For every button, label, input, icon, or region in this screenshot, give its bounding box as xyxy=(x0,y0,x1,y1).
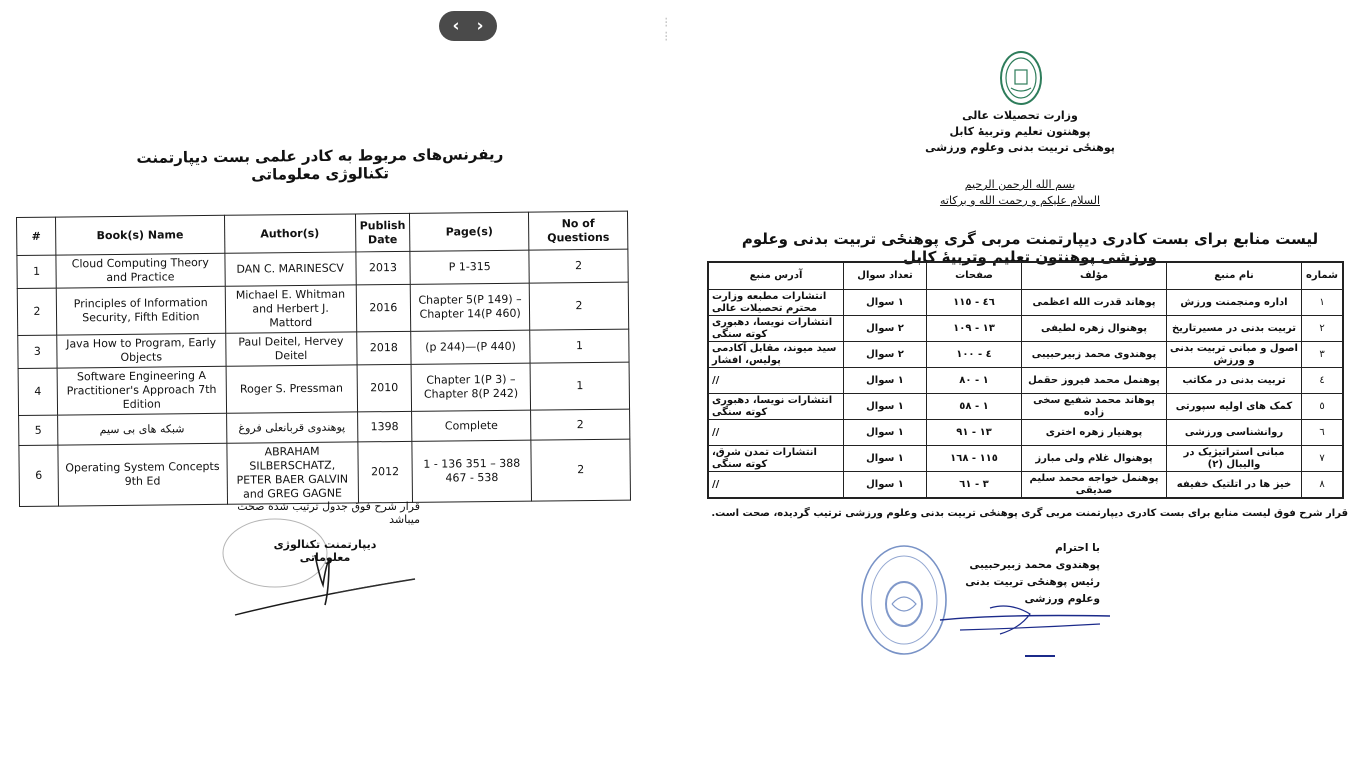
reference-row xyxy=(17,282,628,335)
ministry-line-2: پوهنتون تعلیم وتربیهٔ کابل xyxy=(949,125,1091,138)
page-edge-mark: ⁝ ⁝ xyxy=(664,15,669,45)
right-signature xyxy=(930,590,1120,670)
src-cell-num: ٥ xyxy=(1302,394,1344,420)
src-header-address: آدرس منبع xyxy=(708,262,844,290)
ref-cell-num: 1 xyxy=(17,255,56,288)
src-cell-num: ١ xyxy=(1302,290,1344,316)
salam: السلام علیکم و رحمت الله و برکاته xyxy=(939,194,1100,207)
src-cell-name: تربیت بدنی در مکاتب xyxy=(1167,368,1302,394)
ministry-line-3: پوهنځی تربیت بدنی وعلوم ورزشی xyxy=(925,141,1115,154)
sources-table xyxy=(707,261,1344,499)
ref-cell-pages: Chapter 1(P 3) – Chapter 8(P 242) xyxy=(411,363,530,411)
ref-cell-book: Cloud Computing Theory and Practice xyxy=(56,253,225,288)
src-cell-author: پوهنمل محمد فیروز حقمل xyxy=(1022,368,1167,394)
src-cell-address: // xyxy=(708,420,844,446)
ref-cell-pages: Complete xyxy=(412,410,531,441)
ref-cell-num: 2 xyxy=(17,288,56,335)
ref-cell-date: 2016 xyxy=(356,284,411,332)
reference-row xyxy=(19,439,631,506)
header-author: Author(s) xyxy=(224,214,355,253)
ref-cell-date: 2012 xyxy=(357,441,412,503)
university-emblem-icon xyxy=(998,50,1044,106)
bismillah: بسم الله الرحمن الرحیم xyxy=(964,178,1076,191)
ref-cell-author: DAN C. MARINESCV xyxy=(225,252,356,286)
ref-cell-author: Michael E. Whitman and Herbert J. Mattord xyxy=(225,285,356,333)
ref-cell-book: Operating System Concepts 9th Ed xyxy=(58,443,227,506)
src-cell-address: انتشارات مطبعه وزارت محترم تحصیلات عالی xyxy=(708,290,844,316)
right-note: قرار شرح فوق لیست منابع برای بست کادری دیپارتمنت مربی گری پوهنځی تربیت بدنی وعلوم ورزشی ترتیب گردیده، صحت است. xyxy=(711,508,1348,519)
ref-cell-num: 3 xyxy=(18,335,57,368)
ref-cell-pages: P 1-315 xyxy=(410,250,529,284)
src-header-num: شماره xyxy=(1302,262,1344,290)
reference-row xyxy=(18,362,629,415)
source-row xyxy=(708,472,1343,499)
src-cell-name: اداره ومنجمنت ورزش xyxy=(1167,290,1302,316)
ref-cell-questions: 1 xyxy=(530,362,629,410)
source-row xyxy=(708,446,1343,472)
page-navigation xyxy=(439,11,497,41)
src-cell-author: پوهنوال زهره لطیفی xyxy=(1022,316,1167,342)
src-cell-author: پوهنیار زهره اختری xyxy=(1022,420,1167,446)
src-cell-count: ٢ سوال xyxy=(844,316,927,342)
ministry-header xyxy=(920,108,1120,156)
src-header-count: تعداد سوال xyxy=(844,262,927,290)
ref-cell-date: 2013 xyxy=(355,251,410,285)
src-cell-name: تربیت بدنی در مسیرتاریخ xyxy=(1167,316,1302,342)
src-cell-pages: ١٣ - ١٠٩ xyxy=(927,316,1022,342)
ref-cell-num: 6 xyxy=(19,445,59,506)
header-num: # xyxy=(17,217,56,255)
ref-cell-pages: (p 244)—(P 440) xyxy=(411,330,530,364)
ref-cell-pages: Chapter 5(P 149) – Chapter 14(P 460) xyxy=(410,283,529,331)
src-cell-pages: ٤ - ١٠٠ xyxy=(927,342,1022,368)
left-page-title: ریفرنس‌های مربوط به کادر علمی بست دیپارتمنت تکنالوژی معلوماتی xyxy=(136,145,504,184)
header-pages: Page(s) xyxy=(410,212,529,251)
ref-cell-author: ABRAHAM SILBERSCHATZ, PETER BAER GALVIN and GREG GAGNE xyxy=(227,442,359,504)
reference-table xyxy=(16,211,631,507)
src-cell-address: انتشارات نویسا، دهبوری کوته سنگی xyxy=(708,394,844,420)
src-cell-author: پوهاند قدرت الله اعظمی xyxy=(1022,290,1167,316)
src-cell-count: ١ سوال xyxy=(844,446,927,472)
src-cell-count: ١ سوال xyxy=(844,290,927,316)
source-row xyxy=(708,290,1343,316)
ref-cell-author: Roger S. Pressman xyxy=(226,365,357,413)
left-department: دیپارتمنت تکنالوژی معلوماتی xyxy=(273,538,377,564)
src-cell-num: ٢ xyxy=(1302,316,1344,342)
source-row xyxy=(708,342,1343,368)
src-cell-num: ٧ xyxy=(1302,446,1344,472)
src-header-pages: صفحات xyxy=(927,262,1022,290)
src-cell-count: ١ سوال xyxy=(844,420,927,446)
next-page-button[interactable]: › xyxy=(476,15,484,36)
src-cell-author: پوهاند محمد شفیع سخی زاده xyxy=(1022,394,1167,420)
src-cell-num: ٣ xyxy=(1302,342,1344,368)
ministry-line-1: وزارت تحصیلات عالی xyxy=(962,109,1078,122)
src-cell-name: روانشناسی ورزشی xyxy=(1167,420,1302,446)
source-row xyxy=(708,316,1343,342)
sources-table-header xyxy=(708,262,1343,290)
left-signature-line2 xyxy=(335,579,415,593)
src-cell-name: مبانی استراتیژیک در والیبال (٢) xyxy=(1167,446,1302,472)
src-cell-num: ٦ xyxy=(1302,420,1344,446)
sign-regards: با احترام xyxy=(1055,542,1100,554)
src-cell-num: ٨ xyxy=(1302,472,1344,499)
src-cell-pages: ١ - ٥٨ xyxy=(927,394,1022,420)
ref-cell-questions: 2 xyxy=(529,282,628,330)
ref-cell-questions: 2 xyxy=(529,249,628,283)
ref-cell-date: 2018 xyxy=(356,331,411,365)
right-page-title: لیست منابع برای بست کادری دیپارتمنت مربی گری پوهنځی تربیت بدنی وعلوم ورزشی پوهنتون تعلیم وتربیهٔ کابل xyxy=(741,230,1319,266)
ref-cell-pages: 1 - 136 351 – 388 467 - 538 xyxy=(412,440,531,502)
src-cell-address: // xyxy=(708,368,844,394)
src-header-name: نام منبع xyxy=(1167,262,1302,290)
src-cell-count: ١ سوال xyxy=(844,472,927,499)
header-questions: No of Questions xyxy=(529,211,628,250)
left-note: قرار شرح فوق جدول ترتیب شده صحت میباشد xyxy=(237,500,420,526)
reference-table-header xyxy=(17,211,628,255)
src-cell-name: کمک های اولیه سپورتی xyxy=(1167,394,1302,420)
ref-cell-date: 1398 xyxy=(357,411,412,442)
src-cell-author: پوهنوال غلام ولی مبارز xyxy=(1022,446,1167,472)
ref-cell-book: Java How to Program, Early Objects xyxy=(57,333,226,368)
src-cell-pages: ٤٦ - ١١٥ xyxy=(927,290,1022,316)
src-cell-count: ٢ سوال xyxy=(844,342,927,368)
source-row xyxy=(708,368,1343,394)
src-cell-name: اصول و مبانی تربیت بدنی و ورزش xyxy=(1167,342,1302,368)
src-cell-pages: ٣ - ٦١ xyxy=(927,472,1022,499)
src-cell-address: سید میوند، مقابل آکادمی پولیس، افشار xyxy=(708,342,844,368)
ref-cell-author: Paul Deitel, Hervey Deitel xyxy=(225,332,356,366)
prev-page-button[interactable]: ‹ xyxy=(452,15,460,36)
ref-cell-questions: 2 xyxy=(531,409,630,440)
ref-cell-book: Principles of Information Security, Fifth Edition xyxy=(56,286,225,335)
src-cell-count: ١ سوال xyxy=(844,394,927,420)
left-signature-line xyxy=(235,579,415,615)
left-signature xyxy=(215,515,425,625)
ref-cell-author: پوهندوی قربانعلی فروغ xyxy=(226,412,357,443)
src-cell-address: انتشارات تمدن شرق، کوته سنگی xyxy=(708,446,844,472)
src-cell-pages: ١١٥ - ١٦٨ xyxy=(927,446,1022,472)
source-row xyxy=(708,394,1343,420)
src-cell-pages: ١ - ٨٠ xyxy=(927,368,1022,394)
ref-cell-book: شبکه های بی سیم xyxy=(58,413,227,445)
source-row xyxy=(708,420,1343,446)
src-cell-author: پوهنمل خواجه محمد سلیم صدیقی xyxy=(1022,472,1167,499)
ref-cell-num: 5 xyxy=(19,415,58,445)
greeting-block xyxy=(920,177,1120,209)
sign-title: رئیس پوهنځی تربیت بدنی وعلوم ورزشی xyxy=(965,576,1100,605)
header-date: Publish Date xyxy=(355,213,410,252)
ref-cell-num: 4 xyxy=(18,368,57,415)
ref-cell-date: 2010 xyxy=(357,364,412,412)
ref-cell-book: Software Engineering A Practitioner's Approach 7th Edition xyxy=(57,366,226,415)
src-cell-pages: ١٣ - ٩١ xyxy=(927,420,1022,446)
header-book: Book(s) Name xyxy=(55,215,224,255)
ref-cell-questions: 2 xyxy=(531,439,631,501)
src-cell-name: خیز ها در اتلتیک خفیفه xyxy=(1167,472,1302,499)
ref-cell-questions: 1 xyxy=(530,329,629,363)
src-cell-address: // xyxy=(708,472,844,499)
src-cell-count: ١ سوال xyxy=(844,368,927,394)
src-header-author: مؤلف xyxy=(1022,262,1167,290)
sign-name: پوهندوی محمد زبیرحبیبی xyxy=(969,559,1100,571)
src-cell-num: ٤ xyxy=(1302,368,1344,394)
src-cell-author: پوهندوی محمد زبیرحبیبی xyxy=(1022,342,1167,368)
src-cell-address: انتشارات نویسا، دهبوری کوته سنگی xyxy=(708,316,844,342)
